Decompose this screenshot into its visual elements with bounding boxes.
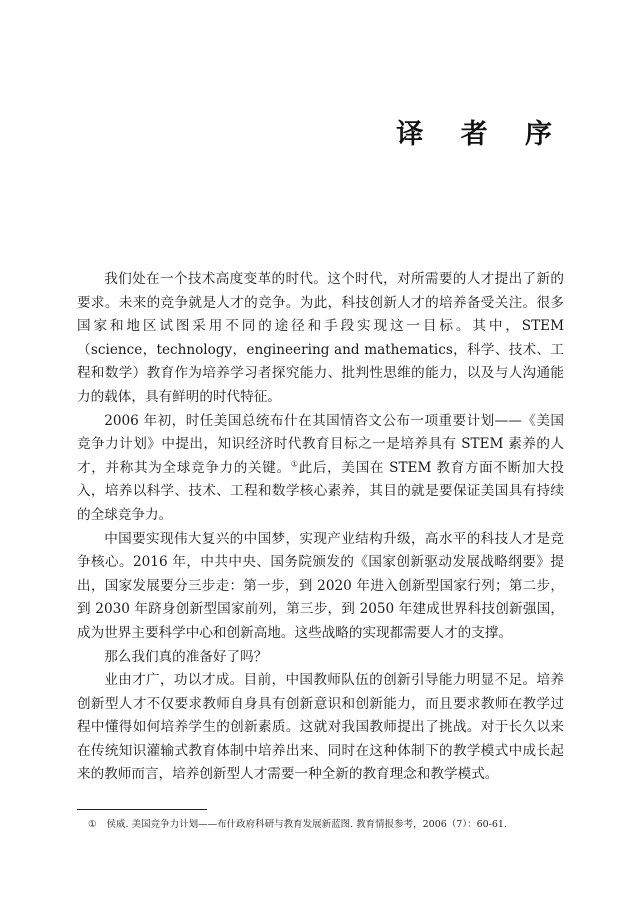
- paragraph-3: 中国要实现伟大复兴的中国梦，实现产业结构升级，高水平的科技人才是竞争核心。2016 年，中共中央、国务院颁发的《国家创新驱动发展战略纲要》提出，国家发展要分三步走：第一步，到 2020 年进入创新型国家行列；第二步，到 2030 年跻身创新型国家前列，第三步，到 2050 年建成世界科技创新强国，成为世界主要科学中心和创新高地。这些战略的实现都需要人才的支撑。: [77, 530, 564, 641]
- paragraph-2: [77, 410, 564, 528]
- footnote-divider: [77, 809, 207, 810]
- paragraph-4: 那么我们真的准备好了吗？: [104, 648, 268, 665]
- paragraph-1: 我们处在一个技术高度变革的时代。这个时代，对所需要的人才提出了新的要求。未来的竞争就是人才的竞争。为此，科技创新人才的培养备受关注。很多国家和地区试图采用不同的途径和手段实现这一目标。其中，STEM（science，technology，engineering and mathematics，科学、技术、工程和数学）教育作为培养学习者探究能力、批判性思维的能力，以及与人沟通能力的载体，具有鲜明的时代特征。: [77, 271, 564, 405]
- page-title: 译 者 序: [396, 119, 566, 150]
- body-text: [77, 268, 564, 787]
- paragraph-5: 业由才广，功以才成。目前，中国教师队伍的创新引导能力明显不足。培养创新型人才不仅要求教师自身具有创新意识和创新能力，而且要求教师在教学过程中懂得如何培养学生的创新素质。这就对我国教师提出了挑战。对于长久以来在传统知识灌输式教育体制中培养出来、同时在这种体制下的教学模式中成长起来的教师而言，培养创新型人才需要一种全新的教育理念和教学模式。: [77, 672, 564, 783]
- footnote-reference[interactable]: ①: [290, 459, 299, 469]
- footnote: [88, 818, 564, 832]
- footnote-mark: ①: [88, 819, 97, 830]
- footnote-text: 侯威. 美国竞争力计划——布什政府科研与教育发展新蓝图. 教育情报参考，2006（7）：60-61.: [106, 819, 507, 830]
- paragraph-2-part-1: 2006 年初，时任美国总统布什在其国情咨文公布一项重要计划——《美国竞争力计划》中提出，知识经济时代教育目标之一是培养具有 STEM 素养的人才，并称其为全球竞争力的关键。: [77, 412, 564, 476]
- paragraph-2-part-2: 此后，美国在 STEM 教育方面不断加大投入，培养以科学、技术、工程和数学核心素养，其目的就是要保证美国具有持续的全球竞争力。: [77, 459, 565, 523]
